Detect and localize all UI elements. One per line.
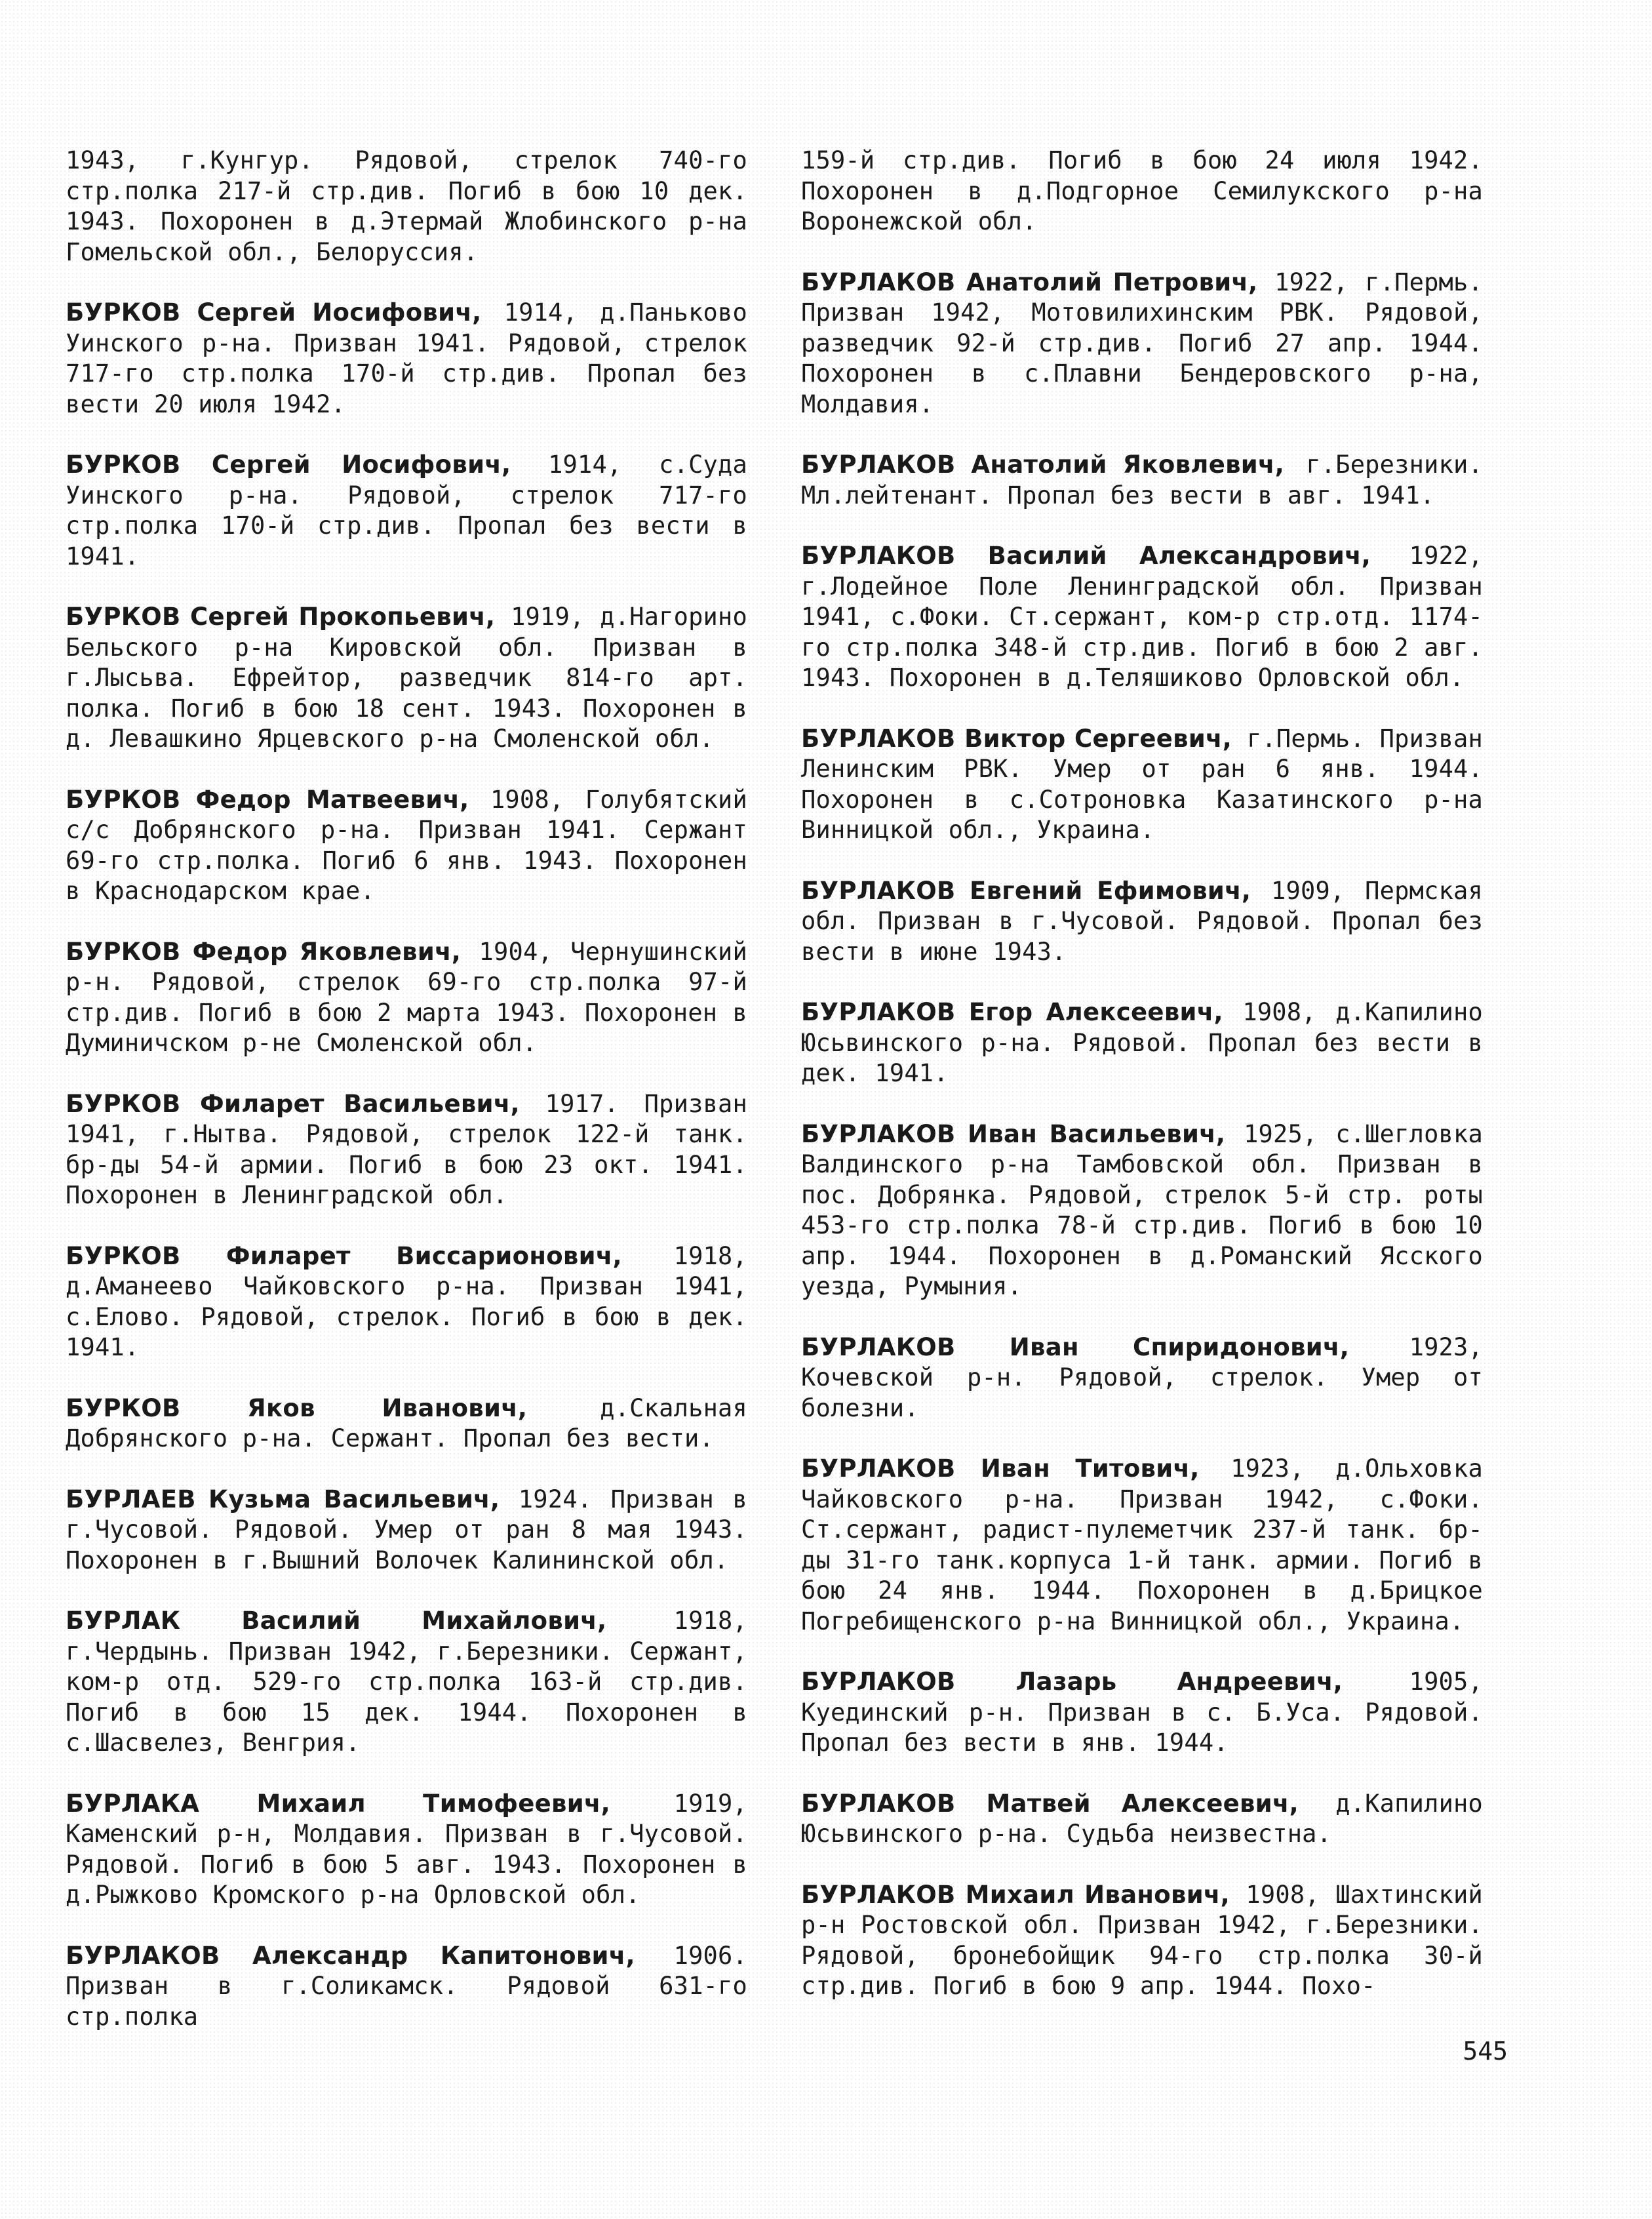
left-column — [66, 146, 747, 2062]
entry — [66, 1606, 747, 1759]
entry-name: БУРКОВ Сергей Иосифович, — [66, 450, 511, 479]
entry — [66, 1789, 747, 1911]
entry-name: БУРЛАЕВ Кузьма Васильевич, — [66, 1485, 500, 1513]
entry — [801, 1789, 1483, 1850]
entry — [66, 146, 747, 268]
right-column — [801, 146, 1483, 2032]
entry-text: 1909, Пермская обл. Призван в г.Чусовой. Рядовой. Пропал без вести в июне 1943. — [801, 876, 1483, 966]
entry-name: БУРЛАКОВ Александр Капитонович, — [66, 1941, 635, 1970]
entry-text: 1908, д.Капилино Юсьвинского р-на. Рядовой. Пропал без вести в дек. 1941. — [801, 998, 1483, 1087]
entry-name: БУРЛАК Василий Михайлович, — [66, 1607, 607, 1635]
entry-text: 159-й стр.див. Погиб в бою 24 июля 1942. Похоронен в д.Подгорное Семилукского р-на Воронежской обл. — [801, 146, 1483, 235]
entry-text: 1925, с.Шегловка Валдинского р-на Тамбовской обл. Призван в пос. Добрянка. Рядовой, стрелок 5-й стр. роты 453-го стр.полка 78-й стр.див. Погиб в бою 10 апр. 1944. Похоронен в д.Романский Ясского уезда, Румыния. — [801, 1119, 1483, 1300]
entry-name: БУРКОВ Сергей Иосифович, — [66, 298, 482, 327]
entry-text: 1914, с.Суда Уинского р-на. Рядовой, стрелок 717-го стр.полка 170-й стр.див. Пропал без вести в 1941. — [66, 450, 747, 570]
entry — [801, 1667, 1483, 1759]
entry-text: д.Капилино Юсьвинского р-на. Судьба неизвестна. — [801, 1789, 1483, 1848]
entry — [801, 541, 1483, 694]
entry-text: 1917. Призван 1941, г.Нытва. Рядовой, стрелок 122-й танк. бр-ды 54-й армии. Погиб в бою 23 окт. 1941. Похоронен в Ленинградской обл. — [66, 1089, 748, 1209]
page-number: 545 — [1463, 2037, 1508, 2066]
entry-text: г.Пермь. Призван Ленинским РВК. Умер от ран 6 янв. 1944. Похоронен в с.Сотроновка Казатинского р-на Винницкой обл., Украина. — [801, 724, 1483, 844]
entry — [801, 450, 1483, 511]
entry — [66, 298, 747, 420]
entry-text: 1923, Кочевской р-н. Рядовой, стрелок. Умер от болезни. — [801, 1332, 1483, 1422]
entry-text: 1904, Чернушинский р-н. Рядовой, стрелок 69-го стр.полка 97-й стр.див. Погиб в бою 2 марта 1943. Похоронен в Думиничском р-не Смоленской обл. — [66, 937, 747, 1057]
entry-text: 1914, д.Паньково Уинского р-на. Призван 1941. Рядовой, стрелок 717-го стр.полка 170-й стр.див. Пропал без вести 20 июля 1942. — [66, 298, 747, 418]
entry-name: БУРЛАКОВ Матвей Алексеевич, — [801, 1789, 1299, 1818]
entry-name: БУРКОВ Яков Иванович, — [66, 1393, 528, 1422]
entry — [66, 450, 747, 572]
entry-name: БУРКОВ Филарет Виссарионович, — [66, 1241, 622, 1270]
entry-name: БУРЛАКОВ Иван Титович, — [801, 1454, 1200, 1483]
entry — [801, 997, 1483, 1089]
entry-text: 1922, г.Пермь. Призван 1942, Мотовилихинским РВК. Рядовой, разведчик 92-й стр.див. Погиб 27 апр. 1944. Похоронен в с.Плавни Бендеровского р-на, Молдавия. — [801, 268, 1483, 418]
entry-text: 1918, д.Аманеево Чайковского р-на. Призван 1941, с.Елово. Рядовой, стрелок. Погиб в бою в дек. 1941. — [66, 1241, 747, 1361]
entry-text: 1919, Каменский р-н, Молдавия. Призван в г.Чусовой. Рядовой. Погиб в бою 5 авг. 1943. Похоронен в д.Рыжково Кромского р-на Орловской обл. — [66, 1789, 747, 1909]
entry — [66, 937, 747, 1059]
entry — [66, 602, 747, 755]
entry-text: 1923, д.Ольховка Чайковского р-на. Призван 1942, с.Фоки. Ст.сержант, радист-пулеметчик 237-й танк. бр-ды 31-го танк.корпуса 1-й танк. армии. Погиб в бою 24 янв. 1944. Похоронен в д.Брицкое Погребищенского р-на Винницкой обл., Украина. — [801, 1454, 1483, 1635]
entry-text: 1908, Шахтинский р-н Ростовской обл. Призван 1942, г.Березники. Рядовой, бронебойщик 94-го стр.полка 30-й стр.див. Погиб в бою 9 апр. 1944. Похо- — [801, 1880, 1483, 2000]
entry-name: БУРЛАКОВ Василий Александрович, — [801, 542, 1371, 570]
entry-text: 1943, г.Кунгур. Рядовой, стрелок 740-го стр.полка 217-й стр.див. Погиб в бою 10 дек. 1943. Похоронен в д.Этермай Жлобинского р-на Гомельской обл., Белоруссия. — [66, 146, 747, 266]
entry — [801, 876, 1483, 968]
entry-name: БУРЛАКА Михаил Тимофеевич, — [66, 1789, 611, 1818]
entry-name: БУРКОВ Сергей Прокопьевич, — [66, 603, 496, 631]
entry — [66, 785, 747, 907]
entry — [801, 1454, 1483, 1637]
entry — [66, 1485, 747, 1576]
entry — [66, 1241, 747, 1363]
entry-text: 1922, г.Лодейное Поле Ленинградской обл. Призван 1941, с.Фоки. Ст.сержант, ком-р стр.отд. 1174-го стр.полка 348-й стр.див. Погиб в бою 2 авг. 1943. Похоронен в д.Теляшиково Орловской обл. — [801, 542, 1484, 692]
entry-name: БУРЛАКОВ Егор Алексеевич, — [801, 998, 1223, 1026]
entry — [801, 1880, 1483, 2002]
entry-name: БУРКОВ Федор Матвеевич, — [66, 785, 469, 814]
entry-text: 1918, г.Чердынь. Призван 1942, г.Березники. Сержант, ком-р отд. 529-го стр.полка 163-й стр.див. Погиб в бою 15 дек. 1944. Похоронен в с.Шасвелез, Венгрия. — [66, 1607, 747, 1757]
entry-text: д.Скальная Добрянского р-на. Сержант. Пропал без вести. — [66, 1393, 747, 1452]
entry — [801, 146, 1483, 237]
entry-name: БУРЛАКОВ Михаил Иванович, — [801, 1880, 1230, 1909]
entry-text: 1908, Голубятский с/с Добрянского р-на. Призван 1941. Сержант 69-го стр.полка. Погиб 6 янв. 1943. Похоронен в Краснодарском крае. — [66, 785, 747, 905]
entry — [801, 724, 1483, 846]
entry-name: БУРКОВ Федор Яковлевич, — [66, 937, 462, 966]
entry-name: БУРЛАКОВ Анатолий Яковлевич, — [801, 450, 1285, 479]
entry — [801, 1119, 1483, 1302]
entry-text: 1924. Призван в г.Чусовой. Рядовой. Умер от ран 8 мая 1943. Похоронен в г.Вышний Волочек Калининской обл. — [66, 1485, 747, 1574]
entry-text: 1906. Призван в г.Соликамск. Рядовой 631-го стр.полка — [66, 1941, 747, 2031]
entry-text: г.Березники. Мл.лейтенант. Пропал без вести в авг. 1941. — [801, 450, 1483, 510]
entry — [66, 1941, 747, 2033]
entry-text: 1905, Куединский р-н. Призван в с. Б.Уса. Рядовой. Пропал без вести в янв. 1944. — [801, 1668, 1483, 1757]
entry-name: БУРКОВ Филарет Васильевич, — [66, 1089, 520, 1118]
entry-name: БУРЛАКОВ Анатолий Петрович, — [801, 268, 1258, 296]
entry — [801, 268, 1483, 420]
entry — [801, 1332, 1483, 1424]
entry-name: БУРЛАКОВ Иван Васильевич, — [801, 1119, 1226, 1148]
entry-name: БУРЛАКОВ Иван Спиридонович, — [801, 1332, 1350, 1361]
entry — [66, 1089, 747, 1211]
entry-name: БУРЛАКОВ Лазарь Андреевич, — [801, 1668, 1343, 1696]
entry — [66, 1393, 747, 1454]
entry-name: БУРЛАКОВ Виктор Сергеевич, — [801, 724, 1232, 753]
entry-name: БУРЛАКОВ Евгений Ефимович, — [801, 876, 1251, 905]
entry-text: 1919, д.Нагорино Бельского р-на Кировской обл. Призван в г.Лысьва. Ефрейтор, разведчик 814-го арт. полка. Погиб в бою 18 сент. 1943. Похоронен в д. Левашкино Ярцевского р-на Смоленской обл. — [66, 603, 747, 753]
